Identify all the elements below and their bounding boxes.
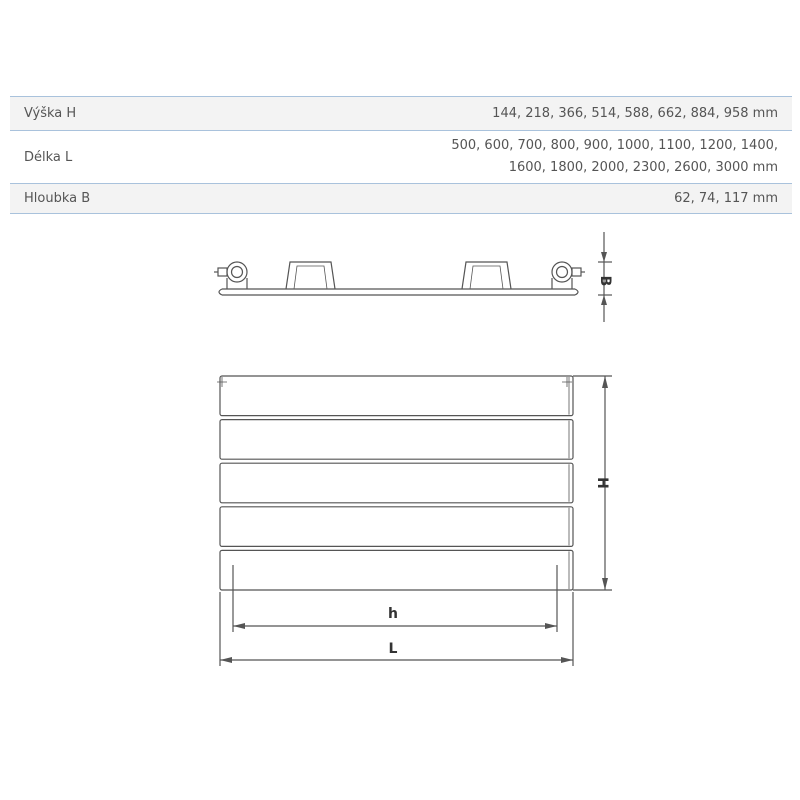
top-view-rail-left-end — [219, 289, 222, 295]
dim-label-depth: B — [597, 275, 613, 287]
valve-left-outer — [227, 262, 247, 282]
front-view — [217, 376, 573, 590]
spec-value-length-line-2: 1600, 1800, 2000, 2300, 2600, 3000 mm — [508, 160, 778, 175]
top-view-bracket-left-inner — [294, 266, 327, 289]
spec-value-depth-line: 62, 74, 117 mm — [674, 190, 778, 206]
dim-b-arrow-top — [601, 252, 607, 262]
spec-value-height-line: 144, 218, 366, 514, 588, 662, 884, 958 mm — [492, 105, 778, 121]
dim-label-length: L — [388, 641, 398, 657]
top-view — [214, 232, 612, 322]
mounting-point-mark — [217, 377, 227, 387]
valve-left-inner — [232, 267, 243, 278]
spec-label-length: Délka L — [24, 149, 73, 165]
dim-inner-arrow-right — [545, 623, 557, 629]
dim-label-height: H — [594, 477, 610, 489]
dim-label-inner-length: h — [388, 606, 398, 622]
dim-inner-arrow-left — [233, 623, 245, 629]
dim-length-arrow-left — [220, 657, 232, 663]
valve-left-nut — [218, 268, 227, 276]
dim-h-arrow-bottom — [602, 578, 608, 590]
radiator-panel — [220, 550, 573, 590]
spec-label-depth: Hloubka B — [24, 191, 91, 206]
valve-right-nut — [572, 268, 581, 276]
valve-right-inner — [557, 267, 568, 278]
spec-label-height: Výška H — [24, 106, 77, 121]
radiator-panel — [220, 507, 573, 547]
mounting-point-mark — [562, 377, 572, 387]
top-view-rail-right-end — [575, 289, 578, 295]
radiator-panel — [220, 376, 573, 416]
dim-length-arrow-right — [561, 657, 573, 663]
radiator-panel — [220, 420, 573, 460]
spec-value-length-line-1: 500, 600, 700, 800, 900, 1000, 1100, 1200, 1400, — [451, 138, 778, 153]
top-view-bracket-right-inner — [470, 266, 503, 289]
radiator-panel — [220, 463, 573, 503]
dim-b-arrow-bottom — [601, 295, 607, 305]
dim-h-arrow-top — [602, 376, 608, 388]
valve-right-outer — [552, 262, 572, 282]
